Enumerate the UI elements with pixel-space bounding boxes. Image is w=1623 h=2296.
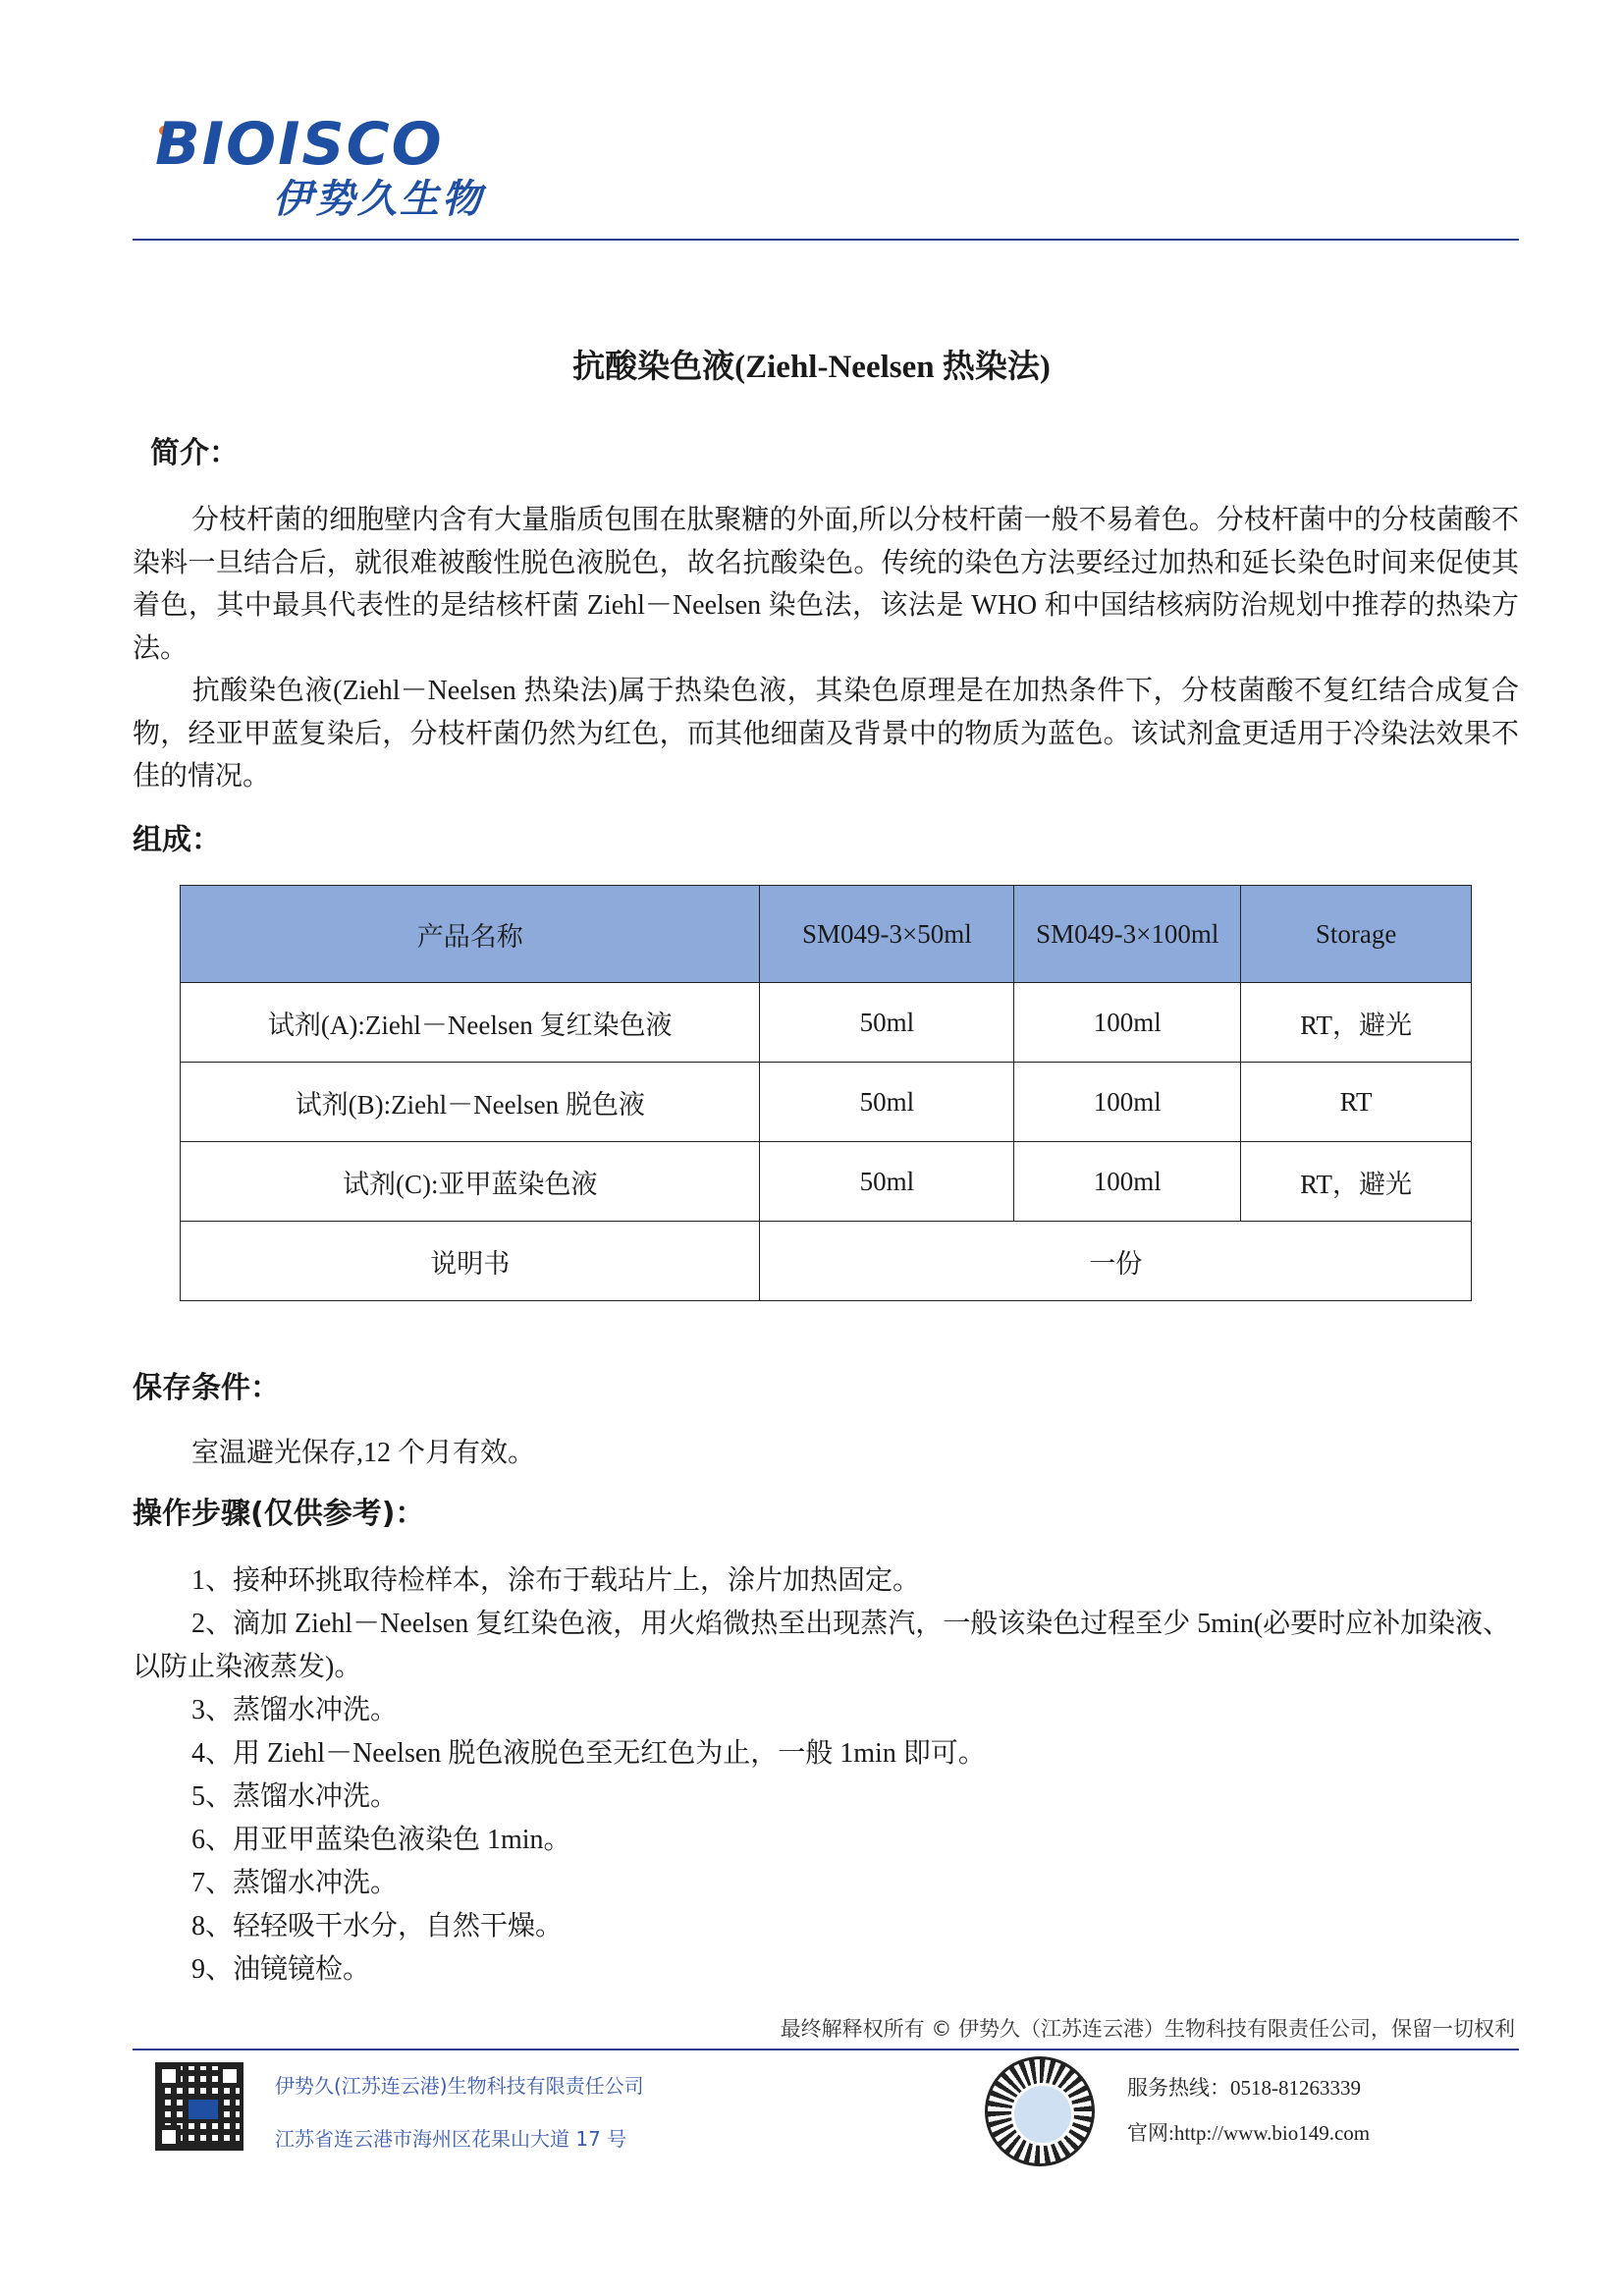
footer-divider: [133, 2049, 1519, 2050]
logo-text-cn: 伊势久生物: [273, 177, 484, 222]
column-header-product: 产品名称: [181, 886, 760, 983]
table-cell: 50ml: [760, 983, 1014, 1063]
list-item: 8、轻轻吸干水分，自然干燥。: [191, 1911, 564, 1941]
rights-notice: 最终解释权所有 © 伊势久（江苏连云港）生物科技有限责任公司，保留一切权利: [780, 2017, 1515, 2041]
table-row: [181, 1142, 1472, 1222]
list-item: 4、用 Ziehl－Neelsen 脱色液脱色至无红色为止，一般 1min 即可。: [191, 1738, 986, 1769]
qr-code-icon: [155, 2062, 243, 2151]
table-cell: 100ml: [1014, 1063, 1241, 1142]
table-cell: RT，避光: [1241, 1142, 1472, 1222]
table-cell: RT: [1241, 1063, 1472, 1142]
table-cell: 说明书: [181, 1222, 760, 1301]
list-item: 3、蒸馏水冲洗。: [191, 1695, 399, 1725]
table-row: [181, 1063, 1472, 1142]
table-cell: 50ml: [760, 1063, 1014, 1142]
list-item: 6、用亚甲蓝染色液染色 1min。: [191, 1825, 571, 1855]
table-row-manual: [181, 1222, 1472, 1301]
intro-paragraph-2: [133, 670, 1519, 798]
intro-text-1: 分枝杆菌的细胞壁内含有大量脂质包围在肽聚糖的外面,所以分枝杆菌一般不易着色。分枝杆菌中的分枝菌酸不染料一旦结合后，就很难被酸性脱色液脱色，故名抗酸染色。传统的染色方法要经过加热和延长染色时间来促使其着色，其中最具代表性的是结核杆菌 Ziehl－Neelsen 染色法，该法是 WHO 和中国结核病防治规划中推荐的热染方法。: [133, 505, 1519, 664]
intro-heading: 简介：: [150, 436, 239, 470]
table-cell: RT，避光: [1241, 983, 1472, 1063]
footer-hotline: 服务热线：0518-81263339: [1127, 2076, 1361, 2100]
table-cell: 试剂(C):亚甲蓝染色液: [181, 1142, 760, 1222]
footer-address: 江苏省连云港市海州区花果山大道 17 号: [275, 2127, 627, 2151]
table-row: [181, 983, 1472, 1063]
table-cell: 试剂(B):Ziehl－Neelsen 脱色液: [181, 1063, 760, 1142]
table-cell: 一份: [760, 1222, 1472, 1301]
logo-text-en: BIOISCO: [155, 110, 444, 179]
list-item: 7、蒸馏水冲洗。: [191, 1868, 399, 1898]
intro-text-2: 抗酸染色液(Ziehl－Neelsen 热染法)属于热染色液，其染色原理是在加热条件下，分枝菌酸不复红结合成复合物，经亚甲蓝复染后，分枝杆菌仍然为红色，而其他细菌及背景中的物质为蓝色。该试剂盒更适用于冷染法效果不佳的情况。: [133, 676, 1519, 792]
table-cell: 100ml: [1014, 1142, 1241, 1222]
storage-paragraph: [133, 1432, 1519, 1475]
header-divider: [133, 239, 1519, 241]
mini-program-code-icon: [985, 2056, 1095, 2166]
list-item: 9、油镜镜检。: [191, 1954, 371, 1985]
list-item: 5、蒸馏水冲洗。: [191, 1781, 399, 1812]
table-cell: 100ml: [1014, 983, 1241, 1063]
storage-text: 室温避光保存,12 个月有效。: [191, 1438, 536, 1468]
list-item: 1、接种环挑取待检样本，涂布于载玷片上，涂片加热固定。: [191, 1565, 921, 1596]
footer-website[interactable]: 官网:http://www.bio149.com: [1127, 2121, 1371, 2145]
table-cell: 试剂(A):Ziehl－Neelsen 复红染色液: [181, 983, 760, 1063]
procedure-steps: [133, 1559, 1519, 1992]
composition-table: [180, 885, 1472, 1301]
document-title: 抗酸染色液(Ziehl-Neelsen 热染法): [572, 350, 1051, 385]
composition-heading: 组成：: [133, 823, 221, 857]
brand-logo: [155, 110, 489, 228]
footer-company: 伊势久(江苏连云港)生物科技有限责任公司: [275, 2074, 644, 2098]
procedure-heading: 操作步骤(仅供参考)：: [133, 1497, 425, 1531]
list-item: 2、滴加 Ziehl－Neelsen 复红染色液，用火焰微热至出现蒸汽，一般该染色过程至少 5min(必要时应补加染液、以防止染液蒸发)。: [133, 1609, 1511, 1682]
column-header-storage: Storage: [1241, 886, 1472, 983]
table-cell: 50ml: [760, 1142, 1014, 1222]
column-header-100ml: SM049-3×100ml: [1014, 886, 1241, 983]
table-header-row: [181, 886, 1472, 983]
intro-paragraph-1: [133, 499, 1519, 670]
column-header-50ml: SM049-3×50ml: [760, 886, 1014, 983]
storage-heading: 保存条件：: [133, 1371, 280, 1405]
